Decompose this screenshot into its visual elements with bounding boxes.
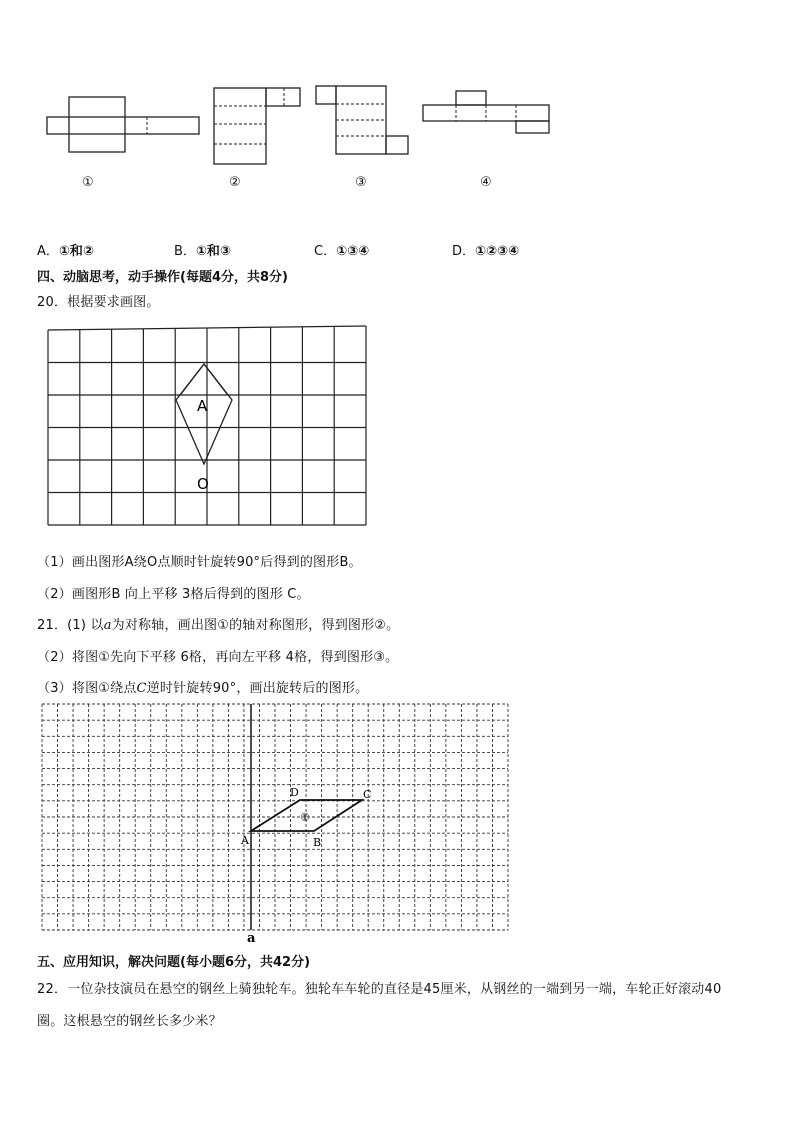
option-b[interactable] xyxy=(174,240,231,259)
net-figure-4 xyxy=(420,88,560,148)
option-a-text: ①和② xyxy=(58,244,94,259)
section-5-heading: 五、应用知识，解决问题(每小题6分，共42分) xyxy=(37,955,311,970)
q22-line-2: 圈。这根悬空的钢丝长多少米？ xyxy=(37,1014,222,1029)
option-c-letter: C． xyxy=(314,244,337,259)
axis-label-a: a xyxy=(247,931,256,946)
point-label-o: O xyxy=(197,475,209,493)
q21-part-1 xyxy=(37,614,399,633)
net-figure-2 xyxy=(210,84,310,174)
q21-part-3-suffix: 逆时针旋转90°，画出旋转后的图形。 xyxy=(146,681,369,696)
q20-grid xyxy=(45,320,375,530)
axis-var: a xyxy=(103,618,112,633)
q22-line-1: 22．一位杂技演员在悬空的钢丝上骑独轮车。独轮车车轮的直径是45厘米，从钢丝的一端到另一端，车轮正好滚动40 xyxy=(37,982,722,997)
figure-label-1: ① xyxy=(82,175,94,190)
figure-label-4: ④ xyxy=(480,175,492,190)
q21-part-3-prefix: （3）将图①绕点 xyxy=(37,681,137,696)
option-d-text: ①②③④ xyxy=(475,244,520,259)
q20-title: 20．根据要求画图。 xyxy=(37,295,160,310)
option-b-letter: B． xyxy=(174,244,196,259)
figure-label-3: ③ xyxy=(355,175,367,190)
vertex-label-a: A xyxy=(241,834,249,847)
net-figure-3 xyxy=(314,84,414,174)
option-a[interactable] xyxy=(37,240,94,259)
vertex-label-c: C xyxy=(363,788,372,801)
option-d[interactable] xyxy=(452,240,519,259)
option-a-letter: A． xyxy=(37,244,59,259)
q21-part-2: （2）将图①先向下平移 6格，再向左平移 4格，得到图形③。 xyxy=(37,650,399,665)
section-4-heading: 四、动脑思考，动手操作(每题4分，共8分) xyxy=(37,270,288,285)
option-c-text: ①③④ xyxy=(336,244,370,259)
kite-label-a: A xyxy=(197,397,208,415)
q21-grid xyxy=(40,702,520,947)
q20-part-2: （2）画图形B 向上平移 3格后得到的图形 C。 xyxy=(37,587,310,602)
q20-part-1: （1）画出图形A绕O点顺时针旋转90°后得到的图形B。 xyxy=(37,555,362,570)
kite-inner-left xyxy=(181,364,204,394)
point-var: C xyxy=(136,681,147,696)
vertex-label-b: B xyxy=(313,836,322,849)
figure-label-2: ② xyxy=(229,175,241,190)
vertex-label-d: D xyxy=(290,786,299,799)
q21-part-1-prefix: 21．(1) 以 xyxy=(37,618,104,633)
option-d-letter: D． xyxy=(452,244,476,259)
option-c[interactable] xyxy=(314,240,369,259)
q21-part-3 xyxy=(37,677,368,696)
q21-part-1-suffix: 为对称轴，画出图①的轴对称图形，得到图形②。 xyxy=(111,618,400,633)
shape-label-1: ① xyxy=(300,811,310,824)
option-b-text: ①和③ xyxy=(195,244,231,259)
net-figure-1 xyxy=(44,92,204,172)
